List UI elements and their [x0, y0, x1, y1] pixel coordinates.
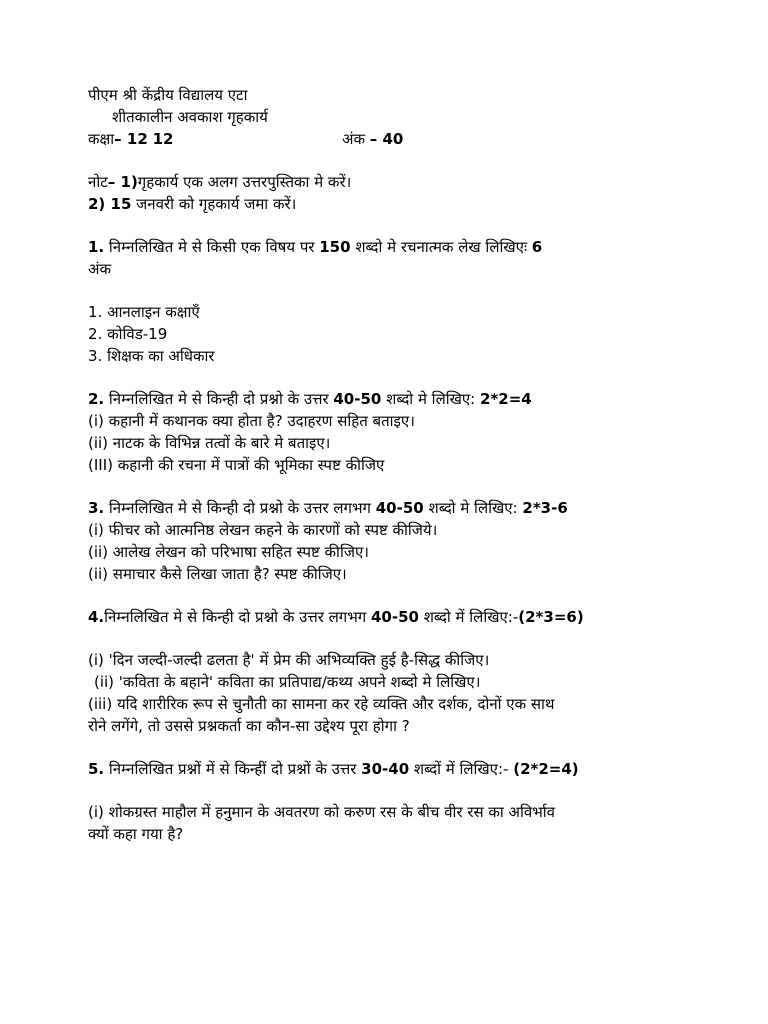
- question-2-item: (i) कहानी में कथानक क्या होता है? उदाहरण सहित बताइए।: [88, 412, 415, 430]
- total-marks: अंक – 40: [342, 130, 404, 148]
- question-5-item-continued: क्यों कहा गया है?: [88, 825, 184, 843]
- question-1-marks-label: अंक: [88, 260, 111, 278]
- question-3-item: (ii) समाचार कैसे लिखा जाता है? स्पष्ट कीजिए।: [88, 565, 347, 583]
- question-4-heading: 4.निम्नलिखित मे से किन्ही दो प्रश्नो के उत्तर लगभग 40-50 शब्दो में लिखिए:-(2*3=6): [88, 608, 584, 626]
- question-4-item: (ii) 'कविता के बहाने' कविता का प्रतिपाद्य/कथ्य अपने शब्दो मे लिखिए।: [94, 673, 481, 691]
- question-1-option: 3. शिक्षक का अधिकार: [88, 347, 215, 365]
- question-4-item: (iii) यदि शारीरिक रूप से चुनौती का सामना कर रहे व्यक्ति और दर्शक, दोनों एक साथ: [88, 695, 555, 713]
- question-3-item: (ii) आलेख लेखन को परिभाषा सहित स्पष्ट कीजिए।: [88, 543, 369, 561]
- homework-document: [88, 84, 688, 845]
- note-1: नोट– 1)गृहकार्य एक अलग उत्तरपुस्तिका मे करें।: [88, 173, 352, 191]
- question-1-option: 2. कोविड-19: [88, 325, 168, 343]
- question-2-heading: 2. निम्नलिखित मे से किन्ही दो प्रश्नो के उत्तर 40-50 शब्दो मे लिखिए: 2*2=4: [88, 390, 532, 408]
- school-name: पीएम श्री केंद्रीय विद्यालय एटा: [88, 86, 248, 104]
- class-info: कक्षा– 12 12: [88, 130, 174, 148]
- question-1-option: 1. आनलाइन कक्षाएँ: [88, 303, 200, 321]
- question-5-item: (i) शोकग्रस्त माहौल में हनुमान के अवतरण को करुण रस के बीच वीर रस का अविर्भाव: [88, 803, 556, 821]
- question-4-item-continued: रोने लगेंगे, तो उससे प्रश्नकर्ता का कौन-सा उद्देश्य पूरा होगा ?: [88, 717, 410, 735]
- question-2-item: (ii) नाटक के विभिन्न तत्वों के बारे मे बताइए।: [88, 434, 331, 452]
- question-3-heading: 3. निम्नलिखित मे से किन्ही दो प्रश्नो के उत्तर लगभग 40-50 शब्दो मे लिखिए: 2*3-6: [88, 499, 568, 517]
- question-3-item: (i) फीचर को आत्मनिष्ठ लेखन कहने के कारणों को स्पष्ट कीजिये।: [88, 521, 438, 539]
- question-1-heading: 1. निम्नलिखित मे से किसी एक विषय पर 150 शब्दो मे रचनात्मक लेख लिखिएः 6: [88, 238, 543, 256]
- question-5-heading: 5. निम्नलिखित प्रश्नों में से किन्हीं दो प्रश्नों के उत्तर 30-40 शब्दों में लिखिए:- (2*2=4): [88, 760, 579, 778]
- note-2: 2) 15 जनवरी को गृहकार्य जमा करें।: [88, 195, 297, 213]
- question-2-item: (III) कहानी की रचना में पात्रों की भूमिका स्पष्ट कीजिए: [88, 456, 385, 474]
- question-4-item: (i) 'दिन जल्दी-जल्दी ढलता है' में प्रेम की अभिव्यक्ति हुई है-सिद्ध कीजिए।: [88, 651, 490, 669]
- class-marks-row: [88, 128, 688, 150]
- document-title: शीतकालीन अवकाश गृहकार्य: [112, 108, 268, 126]
